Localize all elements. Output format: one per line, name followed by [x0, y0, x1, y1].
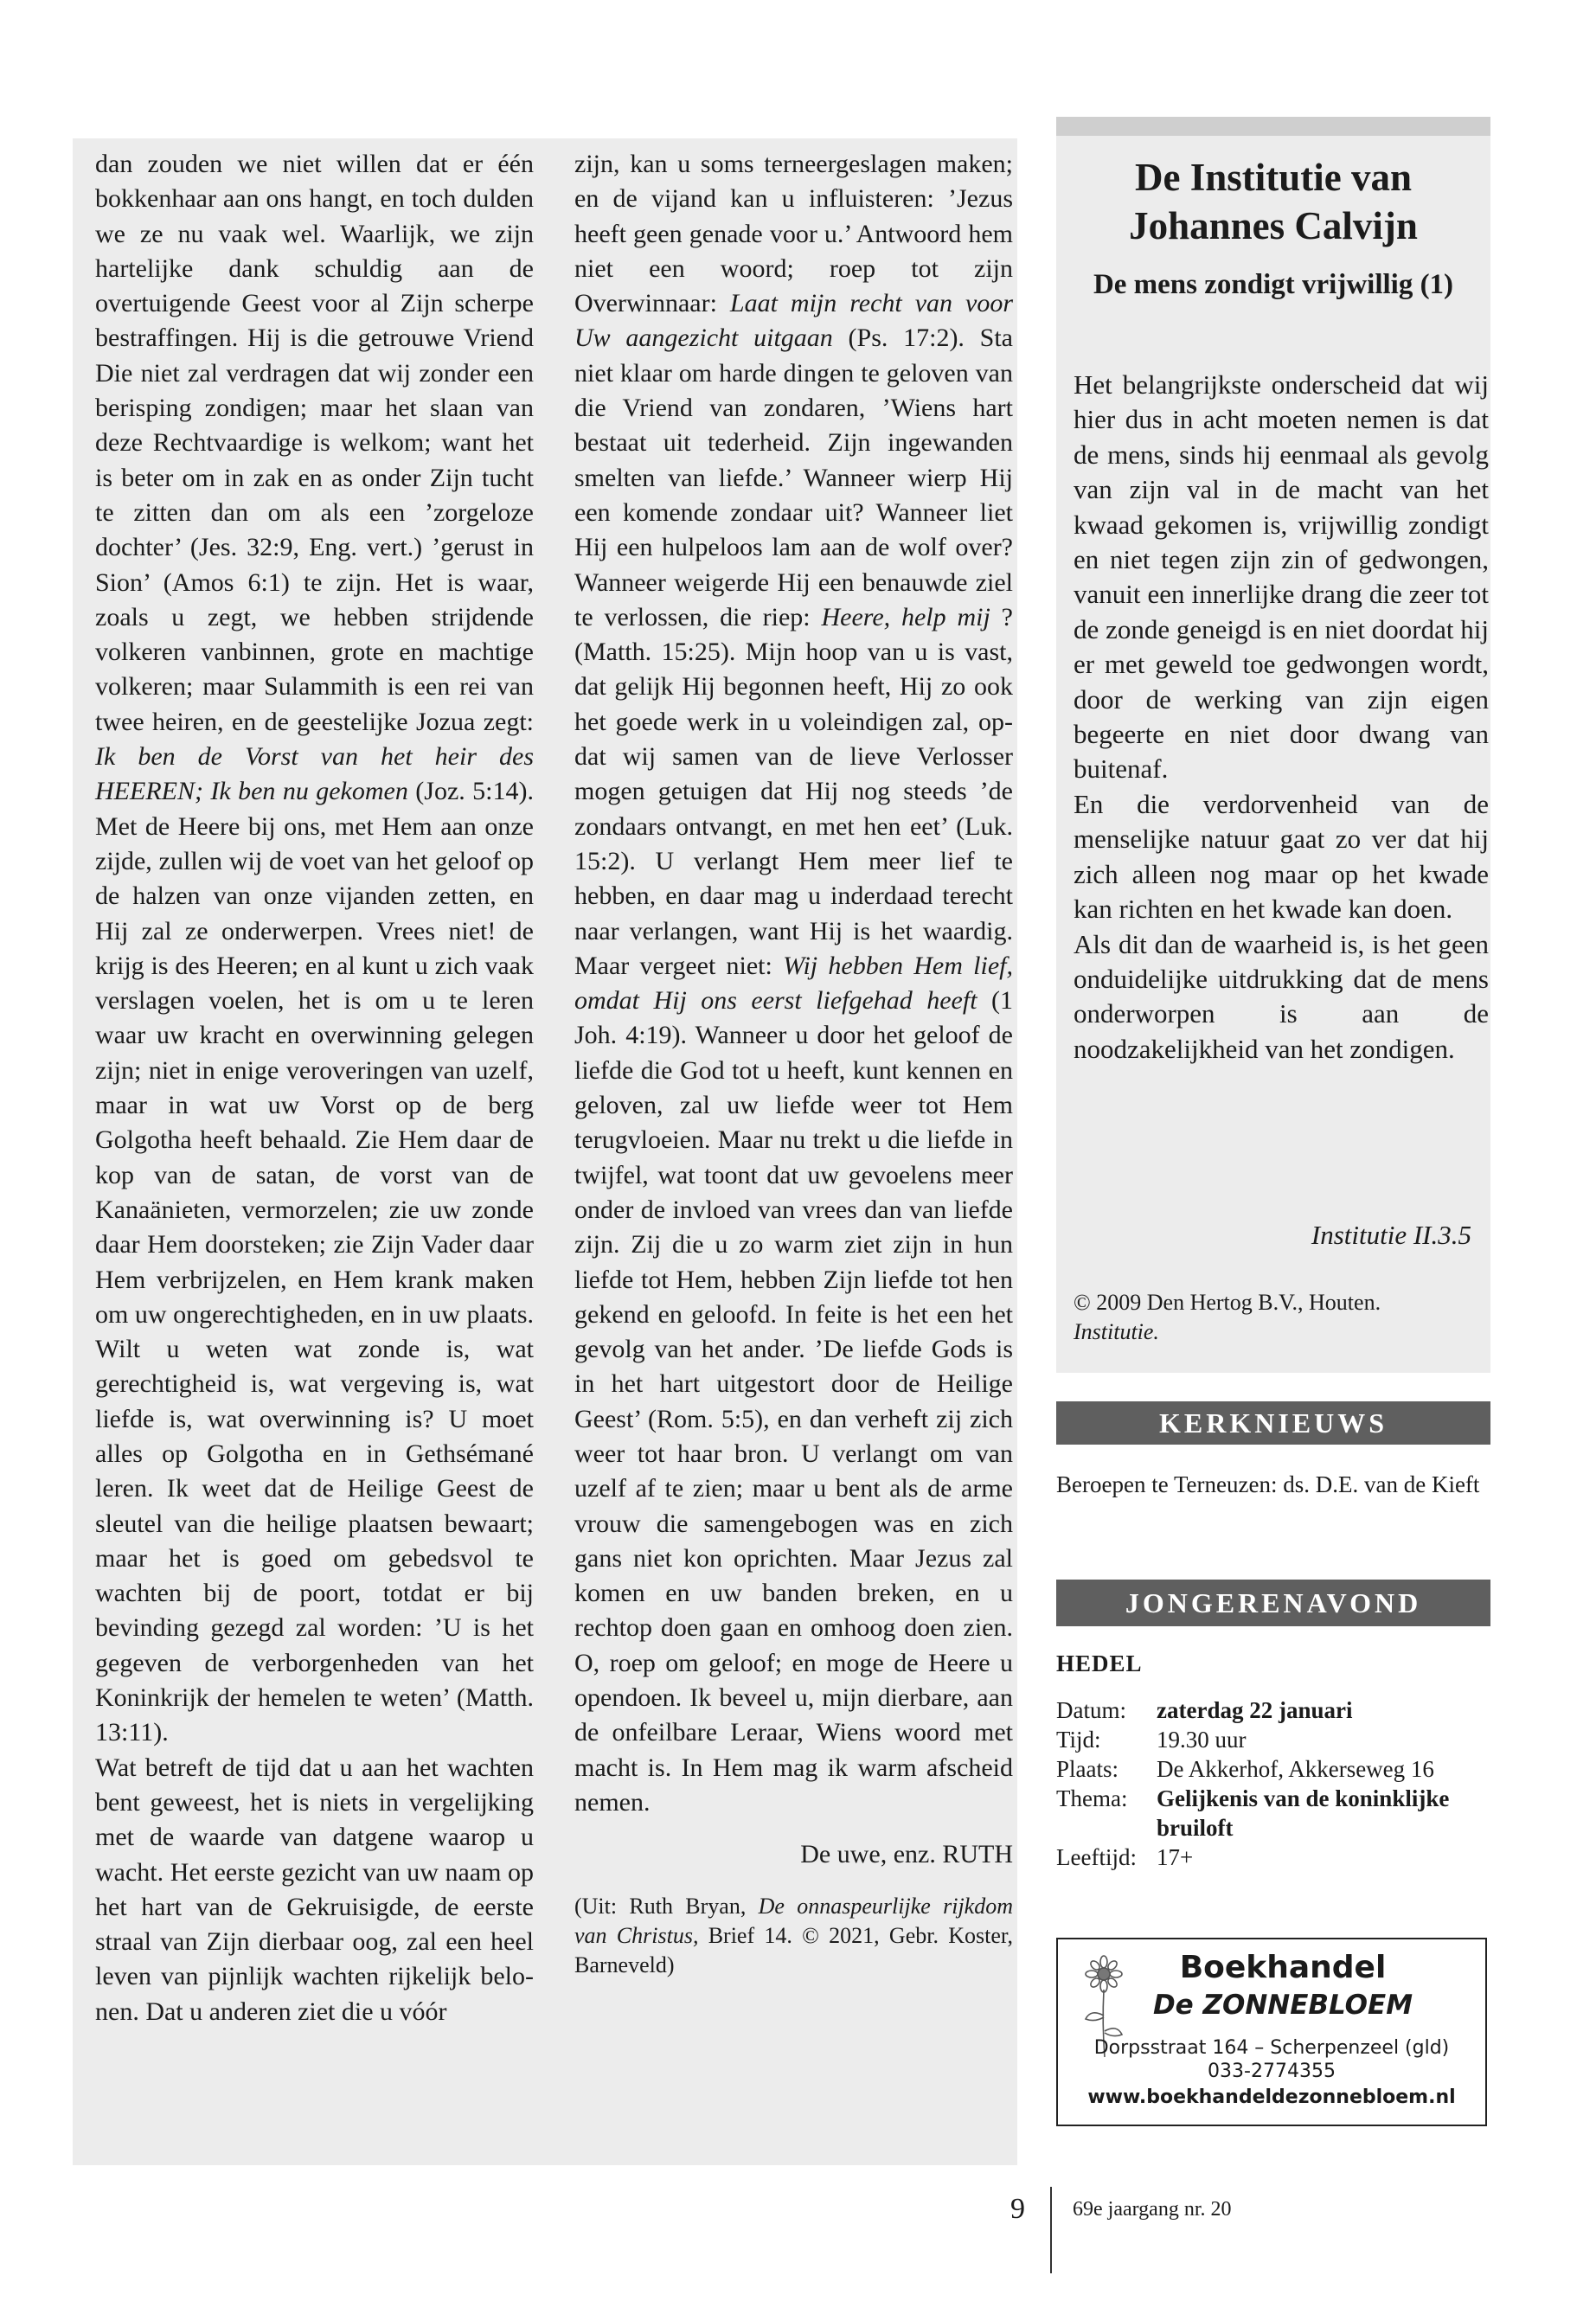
institutie-reference: Institutie II.3.5 — [1311, 1220, 1471, 1250]
advert-phone: 033-2774355 — [1208, 2061, 1336, 2082]
institutie-paragraph: Als dit dan de waarheid is, is het geen onduidelijke uitdrukking dat de mens onderworpen is aan de noodzakelijkheid van het zondigen. — [1074, 928, 1489, 1064]
article-paragraph: dan zouden we niet willen dat er één bokkenhaar aan ons hangt, en toch dulden we ze nu vaak wel. Waarlijk, we zijn hartelijke dank schuldig aan de overtuigende Geest voor al Zijn scherpe bestraffingen. Hij is die getrouwe Vriend Die niet zal verdragen dat wij zonder een berisping zondigen; maar het slaan van deze Rechtvaardige is welkom; want het is beter om in zak en as onder Zijn tucht te zitten dan om als een ’zorgeloze dochter’ (Jes. 32:9, Eng. vert.) ’gerust in Sion’ (Amos 6:1) te zijn. Het is waar, zoals u zegt, we hebben strijdende volkeren vanbinnen, grote en machtige volkeren; maar Sulammith is een rei van twee heiren, en de geestelijke Jozua zegt: Ik ben de Vorst van het heir des HEEREN; Ik ben nu gekomen (Joz. 5:14). Met de Heere bij ons, met Hem aan onze zijde, zullen wij de voet van het geloof op de halzen van onze vijanden zetten, en Hij zal ze onderwerpen. Vrees niet! de krijg is des Heeren; en al kunt u zich vaak verslagen voelen, het is om u te leren waar uw kracht en overwinning gelegen zijn; niet in enige veroveringen van uzelf, maar in wat uw Vorst op de berg Golgotha heeft behaald. Zie Hem daar de kop van de satan, de vorst van de Kanaänieten, vermorzelen; zie uw zonde daar Hem doorsteken; zie Zijn Vader daar Hem verbrijzelen, en Hem krank maken om uw ongerechtigheden, en in uw plaats. Wilt u weten wat zonde is, wat gerechtigheid is, wat vergeving is, wat liefde is, wat overwinning is? U moet alles op Golgotha en in Gethsémané leren. Ik weet dat de Heilige Geest de sleutel van die heilige plaatsen bewaart; maar het is goed om gebedsvol te wachten bij de poort, totdat er bij bevinding gezegd zal worden: ’U is het gegeven de verborgenheden van het Koninkrijk der hemelen te weten’ (Matth. 13:11). — [95, 150, 534, 1747]
institutie-body — [1074, 368, 1489, 1067]
article-paragraph: zijn, kan u soms terneergeslagen maken; en de vijand kan u influisteren: ’Jezus heeft geen genade voor u.’ Antwoord hem niet een woord; roep tot zijn Overwinnaar: Laat mijn recht van voor Uw aangezicht uitgaan (Ps. 17:2). Sta niet klaar om harde dingen te geloven van die Vriend van zondaren, ’Wiens hart bestaat uit tederheid. Zijn ingewanden smelten van liefde.’ Wanneer wierp Hij een komende zondaar uit? Wanneer liet Hij een hulpeloos lam aan de wolf over? Wanneer weigerde Hij een benauwde ziel te verlossen, die riep: Heere, help mij ? (Matth. 15:25). Mijn hoop van u is vast, dat gelijk Hij begonnen heeft, Hij zo ook het goede werk in u voleindigen zal, opdat wij samen van de lieve Verlosser mogen getuigen dat Hij nog steeds ’de zondaars ontvangt, en met hen eet’ (Luk. 15:2). U verlangt Hem meer lief te hebben, en daar mag u inderdaad terecht naar verlangen, want Hij is het waardig. Maar vergeet niet: Wij hebben Hem lief, omdat Hij ons eerst liefgehad heeft (1 Joh. 4:19). Wanneer u door het geloof de liefde die God tot u heeft, kunt kennen en geloven, zal uw liefde weer tot Hem terugvloeien. Maar nu trekt u die liefde in twijfel, wat toont dat uw gevoelens meer onder de invloed van vrees dan van liefde zijn. Zij die u zo warm ziet zijn in hun liefde tot Hem, hebben Zijn liefde tot hen gekend en geloofd. In feite is het een het gevolg van het ander. ’De liefde Gods is in het hart uitgestort door de Heilige Geest’ (Rom. 5:5), en dan verheft zij zich weer tot haar bron. U verlangt om van uzelf af te zien; maar u bent als de arme vrouw die samengebogen was en zich gans niet kon oprichten. Maar Jezus zal komen en uw banden breken, en u rechtop doen gaan en omhoog doen zien. O, roep om geloof; en moge de Heere u opendoen. Ik beveel u, mijn dierbare, aan de onfeilbare Leraar, Wiens woord met macht is. In Hem mag ik warm afscheid nemen. — [574, 150, 1014, 1817]
event-row-time: Tijd: 19.30 uur — [1056, 1727, 1247, 1753]
institutie-paragraph: Het belangrijkste onderscheid dat wij hier dus in acht moeten nemen is dat de mens, sinds hij eenmaal als gevolg van zijn val in de macht van het kwaad gekomen is, vrijwillig zondigt en niet tegen zijn zin of gedwongen, vanuit een innerlijke drang die zeer tot de zonde geneigd is en niet doordat hij er met geweld toe gedwongen wordt, door de werking van zijn eigen begeerte en niet door dwang van buitenaf. — [1074, 369, 1489, 785]
advert-subname: De ZONNEBLOEM — [1152, 1990, 1413, 2021]
volume-issue: 69e jaargang nr. 20 — [1073, 2198, 1232, 2221]
letter-signature: De uwe, enz. RUTH — [800, 1840, 1013, 1869]
article-column-2 — [574, 147, 1013, 1980]
institutie-copyright: © 2009 Den Hertog B.V., Houten. Institutie. — [1074, 1290, 1381, 1344]
event-row-date: Datum: zaterdag 22 januari — [1056, 1697, 1353, 1723]
page-number: 9 — [1010, 2193, 1025, 2225]
event-row-place: Plaats: De Akkerhof, Akkerseweg 16 — [1056, 1756, 1434, 1782]
advert-name: Boekhandel — [1179, 1950, 1387, 1985]
quote-italic: Laat mijn recht van voor Uw aangezicht uitgaan — [574, 289, 1013, 353]
quote-italic: Wij hebben Hem lief, omdat Hij ons eerst liefgehad heeft — [574, 951, 1013, 1016]
advert-address: Dorpsstraat 164 – Scherpenzeel (gld) — [1093, 2037, 1450, 2059]
bookstore-advert — [1056, 1938, 1487, 2126]
article-column-1 — [95, 147, 534, 2029]
quote-italic: Ik ben de Vorst van het heir des HEEREN; Ik ben nu gekomen — [95, 742, 534, 806]
article-paragraph: Wat betreft de tijd dat u aan het wachten bent geweest, het is niets in vergelijking met de waarde van datgene waarop u wacht. Het eerste gezicht van uw naam op het hart van de Gekruisigde, de eerste straal van Zijn dierbaar oog, zal een heel leven van pijnlijk wachten rijkelijk belonen. Dat u anderen ziet die u vóór — [95, 1753, 534, 2026]
footer-divider — [1050, 2187, 1052, 2273]
institutie-title: De Institutie van Johannes Calvijn — [1129, 156, 1418, 247]
article-source: (Uit: Ruth Bryan, De onnaspeurlijke rijkdom van Christus, Brief 14. © 2021, Gebr. Koster, Barneveld) — [574, 1893, 1013, 1977]
kerknieuws-text: Beroepen te Terneuzen: ds. D.E. van de Kieft — [1056, 1471, 1480, 1497]
kerknieuws-heading: KERKNIEUWS — [1056, 1401, 1490, 1445]
jongerenavond-heading: JONGERENAVOND — [1056, 1580, 1490, 1626]
institutie-paragraph: En die verdorvenheid van de menselijke natuur gaat zo ver dat hij zich alleen nog maar op het kwade kan richten en het kwade kan doen. — [1074, 788, 1489, 925]
event-location-heading: HEDEL — [1056, 1650, 1143, 1676]
box-top-bar — [1056, 117, 1490, 136]
event-row-age: Leeftijd: 17+ — [1056, 1844, 1194, 1870]
institutie-subtitle: De mens zondigt vrijwillig (1) — [1093, 269, 1454, 300]
event-row-theme: Thema: Gelijkenis van de koninklijke bruiloft — [1056, 1785, 1450, 1841]
event-details — [1056, 1695, 1490, 1872]
quote-italic: Heere, help mij — [821, 602, 990, 631]
institutie-box — [1056, 117, 1490, 1373]
advert-website: www.boekhandeldezonnebloem.nl — [1087, 2086, 1456, 2108]
